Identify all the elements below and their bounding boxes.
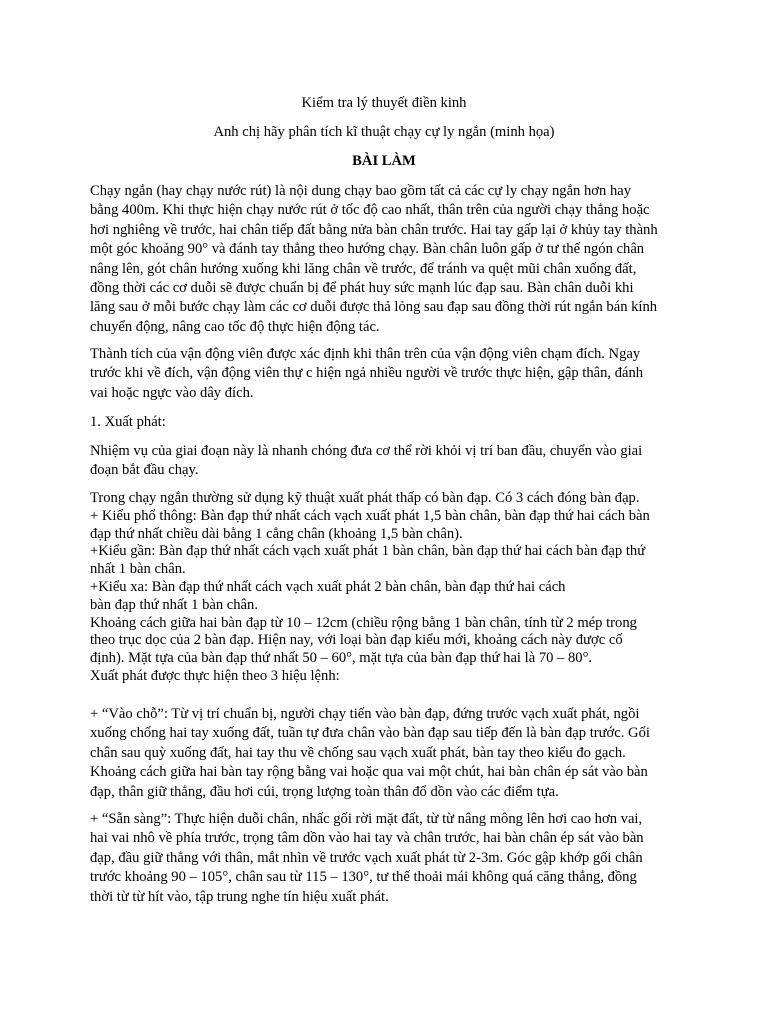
- text-line: chuyển động, nâng cao tốc độ thực hiện động tác.: [90, 318, 380, 335]
- text-line: Chạy ngắn (hay chạy nước rút) là nội dung chạy bao gồm tất cả các cự ly chạy ngắn hơn hay: [90, 183, 632, 199]
- text-line: chân sau quỳ xuống đất, hai tay thu về chống sau vạch xuất phát, bàn tay theo kiểu đo gạch.: [90, 744, 626, 761]
- text-line: đạp thứ nhất chiều dài bằng 1 cẳng chân (khoảng 1,5 bàn chân).: [90, 525, 463, 542]
- text-line: nhất 1 bàn chân.: [90, 561, 186, 578]
- paragraph-get-set: [90, 810, 690, 907]
- text-line: bàn đạp thứ nhất 1 bàn chân.: [90, 596, 258, 613]
- section-label: 1. Xuất phát:: [90, 414, 166, 430]
- text-line: đạp, thân giữ thẳng, đầu hơi cúi, trọng lượng toàn thân đổ dồn vào các điểm tựa.: [90, 783, 559, 800]
- text-line: Khoảng cách giữa hai bàn tay rộng bằng vai hoặc qua vai một chút, hai bàn chân ép sát vào bàn: [90, 764, 648, 781]
- text-line: + “Vào chỗ”: Từ vị trí chuẩn bị, người chạy tiến vào bàn đạp, đứng trước vạch xuất phát, ngồi: [90, 706, 640, 722]
- paragraph-on-your-marks: [90, 705, 690, 802]
- text-line: hai vai nhô về phía trước, trọng tâm dồn vào hai tay và chân trước, hai bàn chân ép sát vào bàn: [90, 830, 644, 847]
- text-line: bằng 400m. Khi thực hiện chạy nước rút ở tốc độ cao nhất, thân trên của người chạy thẳng hoặc: [90, 202, 650, 219]
- document-title: Kiểm tra lý thuyết điền kinh: [301, 95, 467, 111]
- text-line: +Kiểu xa: Bàn đạp thứ nhất cách vạch xuất phát 2 bàn chân, bàn đạp thứ hai cách: [90, 578, 566, 595]
- text-line: hơi nghiêng về trước, hai chân tiếp đất bằng nửa bàn chân trước. Hai tay gấp lại ở khủy tay thành: [90, 221, 658, 238]
- text-line: xuống chống hai tay xuống đất, tuần tự đưa chân vào bàn đạp sau tiếp đến là bàn đạp trước. Gối: [90, 725, 650, 742]
- paragraph-intro: [90, 182, 690, 337]
- paragraph-finish: [90, 345, 690, 403]
- text-line: theo trục dọc của 2 bàn đạp. Hiện nay, với loại bàn đạp kiểu mới, khoảng cách này được cố: [90, 632, 623, 649]
- text-line: lăng sau ở mỗi bước chạy làm các cơ duỗi được thả lỏng sau đạp sau đồng thời rút ngắn bán kính: [90, 299, 658, 316]
- text-line: trước khi về đích, vận động viên thự c hiện ngả nhiều người về trước thực hiện, gập thân, đánh: [90, 365, 644, 382]
- text-line: +Kiểu gần: Bàn đạp thứ nhất cách vạch xuất phát 1 bàn chân, bàn đạp thứ hai cách bàn đạp thứ: [90, 543, 646, 560]
- text-line: + Kiểu phổ thông: Bàn đạp thứ nhất cách vạch xuất phát 1,5 bàn chân, bàn đạp thứ hai cách bàn: [90, 507, 650, 524]
- text-line: Nhiệm vụ của giai đoạn này là nhanh chóng đưa cơ thể rời khỏi vị trí ban đầu, chuyển vào giai: [90, 443, 643, 459]
- text-line: đạp, đầu giữ thẳng với thân, mắt nhìn về trước vạch xuất phát từ 2-3m. Góc gập khớp gối chân: [90, 849, 643, 866]
- text-line: Trong chạy ngắn thường sử dụng kỹ thuật xuất phát thấp có bàn đạp. Có 3 cách đóng bàn đạp.: [90, 490, 640, 506]
- document-subtitle: Anh chị hãy phân tích kĩ thuật chạy cự ly ngắn (minh họa): [213, 124, 555, 140]
- text-line: thời từ từ hít vào, tập trung nghe tín hiệu xuất phát.: [90, 888, 389, 905]
- text-line: + “Sẵn sàng”: Thực hiện duỗi chân, nhấc gối rời mặt đất, từ từ nâng mông lên hơi cao hơn vai,: [90, 811, 643, 827]
- text-line: một góc khoảng 90° và đánh tay thẳng theo hướng chạy. Bàn chân luôn gấp ở tư thế ngón chân: [90, 241, 645, 258]
- text-line: định). Mặt tựa của bàn đạp thứ nhất 50 – 60°, mặt tựa của bàn đạp thứ hai là 70 – 80°.: [90, 650, 593, 667]
- text-line: Khoảng cách giữa hai bàn đạp từ 10 – 12cm (chiều rộng bằng 1 bàn chân, tính từ 2 mép trong: [90, 614, 637, 631]
- text-line: Xuất phát được thực hiện theo 3 hiệu lệnh:: [90, 667, 340, 684]
- text-line: Thành tích của vận động viên được xác định khi thân trên của vận động viên chạm đích. Ngay: [90, 346, 641, 362]
- text-line: trước khoảng 90 – 105°, chân sau từ 115 – 130°, tư thế thoải mái không quá căng thẳng, đồng: [90, 869, 637, 886]
- text-line: nâng lên, gót chân hướng xuống khi lăng chân về trước, để tránh va quệt mũi chân xuống đất,: [90, 260, 637, 277]
- text-line: đoạn bắt đầu chạy.: [90, 462, 199, 479]
- paragraph-start-task: [90, 442, 690, 481]
- section-heading: BÀI LÀM: [352, 153, 416, 169]
- paragraph-starting-blocks: [90, 490, 690, 686]
- text-line: vai hoặc ngực vào dây đích.: [90, 384, 254, 401]
- text-line: đồng thời các cơ duỗi sẽ được chuẩn bị để phát huy sức mạnh lúc đạp sau. Bàn chân duỗi khi: [90, 280, 634, 297]
